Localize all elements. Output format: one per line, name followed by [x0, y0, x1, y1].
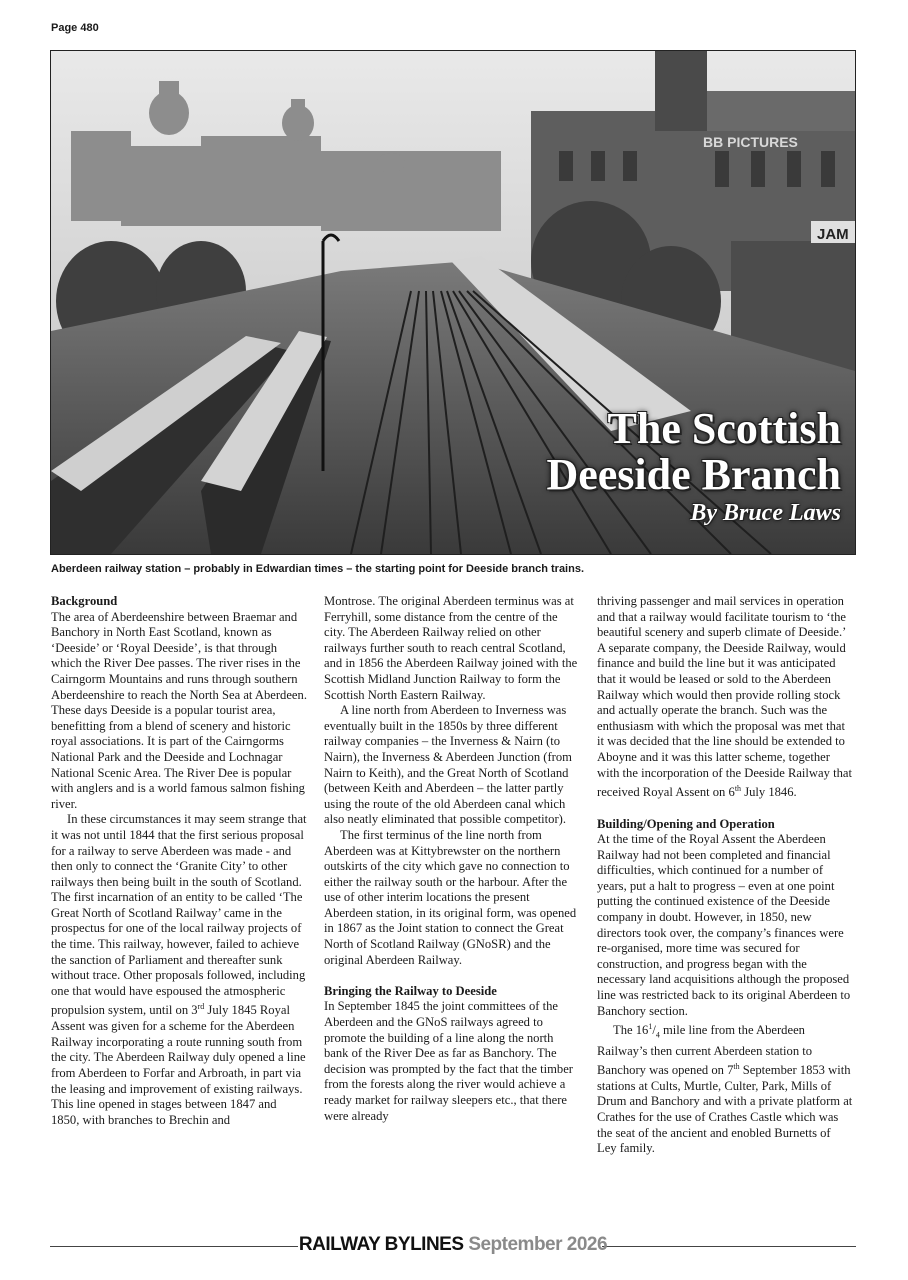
article-title-line-1: The Scottish — [607, 404, 841, 453]
section-heading-bringing-railway: Bringing the Railway to Deeside — [324, 983, 497, 998]
article-column-3 — [597, 594, 853, 1157]
shop-sign: JAM — [817, 226, 849, 243]
paragraph: A line north from Aberdeen to Inverness was eventually built in the 1850s by three different railway companies – the Inverness & Nairn (to Nairn), the Inverness & Aberdeen Junction (from Nairn to Keith), and the Great North of Scotland (between Keith and Aberdeen – the latter partly using the route of the old Aberdeen canal which also neatly eliminated that possible competitor). — [324, 703, 572, 827]
cinema-sign: BB PICTURES — [703, 134, 798, 150]
hero-photo — [50, 50, 856, 555]
photo-caption: Aberdeen railway station – probably in Edwardian times – the starting point for Deeside branch trains. — [51, 563, 585, 575]
paragraph: thriving passenger and mail services in operation and that a railway would facilitate tourism to ‘the beautiful scenery and superb climate of Deeside.’ A separate company, the Deeside Railway, would finance and build the line but it was anticipated that it would be leased or sold to the Aberdeen Railway which would then provide rolling stock and actually operate the branch. Such was the enthusiasm with which the proposal was met that it was decided that the line should be extended to Aboyne and it was this latter scheme, together with the incorporation of the Deeside Railway that received Royal Assent on 6th July 1846. — [597, 594, 852, 800]
issue-date: September 2026 — [468, 1234, 608, 1255]
article-title-block — [546, 406, 841, 527]
article-byline: By Bruce Laws — [690, 500, 841, 526]
section-heading-background: Background — [51, 594, 118, 608]
paragraph: Montrose. The original Aberdeen terminus was at Ferryhill, some distance from the centre of the city. The Aberdeen Railway relied on other railways further south to reach central Scotland, and in 1856 the Aberdeen Railway joined with the Scottish Midland Junction Railway to form the Scottish North Eastern Railway. — [324, 594, 578, 702]
paragraph: The first terminus of the line north from Aberdeen was at Kittybrewster on the northern outskirts of the city which gave no connection to either the railway south or the harbour. After the use of other interim locations the present Aberdeen station, in its original form, was opened in 1867 as the Joint station to connect the Great North of Scotland Railway (GNoSR) and the original Aberdeen Railway. — [324, 827, 577, 967]
magazine-name: RAILWAY BYLINES — [298, 1234, 464, 1255]
page-footer — [50, 1234, 856, 1258]
paragraph: The area of Aberdeenshire between Braemar and Banchory in North East Scotland, known as ‘Deeside’ or ‘Royal Deeside’, is that through which the River Dee passes. The river rises in the Cairngorm Mountains and runs through southern Aberdeenshire to reach the North Sea at Aberdeen. These days Deeside is a popular tourist area, benefitting from a blend of scenery and historic royal associations. It is part of the Cairngorms National Park and the Deeside and Lochnagar National Scenic Area. The River Dee is popular with anglers and is a world famous salmon fishing river. — [51, 609, 307, 811]
paragraph: At the time of the Royal Assent the Aberdeen Railway had not been completed and financial difficulties, which continued for a number of years, put a halt to progress – even at one point putting the continued existence of the Deeside company in doubt. However, in 1850, new directors took over, the company’s finances were re-organised, more time was secured for construction, and progress began with the necessary land acquisitions although the proposed line was restricted back to its original Aberdeen to Banchory section. — [597, 832, 851, 1018]
article-column-1 — [51, 594, 307, 1128]
paragraph: The $16^1/_4$ mile line from the Aberdeen Railway’s then current Aberdeen station to Banchory was opened on 7th September 1853 with stations at Cults, Murtle, Culter, Park, Mills of Drum and Banchory and with a private platform at Crathes for the use of Crathes Castle which was the seat of the ancient and enobled Burnetts of Ley family. — [597, 1022, 853, 1156]
section-heading-building-opening: Building/Opening and Operation — [597, 816, 775, 831]
footer-masthead — [50, 1234, 856, 1256]
paragraph: In these circumstances it may seem strange that it was not until 1844 that the first serious proposal for a railway to serve Aberdeen was made - and then only to connect the ‘Granite City’ to other railways then being built in the south of Scotland. The first incarnation of an entity to be called ‘The Great North of Scotland Railway’ came in the prospectus for one of the local railway projects of the time. This railway, however, failed to achieve the sanction of Parliament and thereafter sunk without trace. Other proposals followed, including one that would have espoused the atmospheric propulsion system, until on 3rd July 1845 Royal Assent was given for a scheme for the Aberdeen Railway incorporating a route running south from the city. The Aberdeen Railway duly opened a line from Aberdeen to Forfar and Arbroath, in part via the leasing and improvement of existing railways. This line opened in stages between 1847 and 1850, with branches to Brechin and — [51, 812, 307, 1127]
article-column-2 — [324, 594, 580, 1124]
article-title-line-2: Deeside Branch — [546, 450, 841, 499]
page-number: Page 480 — [51, 22, 99, 34]
paragraph: In September 1845 the joint committees of the Aberdeen and the GNoS railways agreed to promote the building of a line along the north bank of the River Dee as far as Banchory. The decision was prompted by the fact that the timber from the forests along the river would achieve a ready market for railway sleepers etc., that there were already — [324, 999, 574, 1123]
